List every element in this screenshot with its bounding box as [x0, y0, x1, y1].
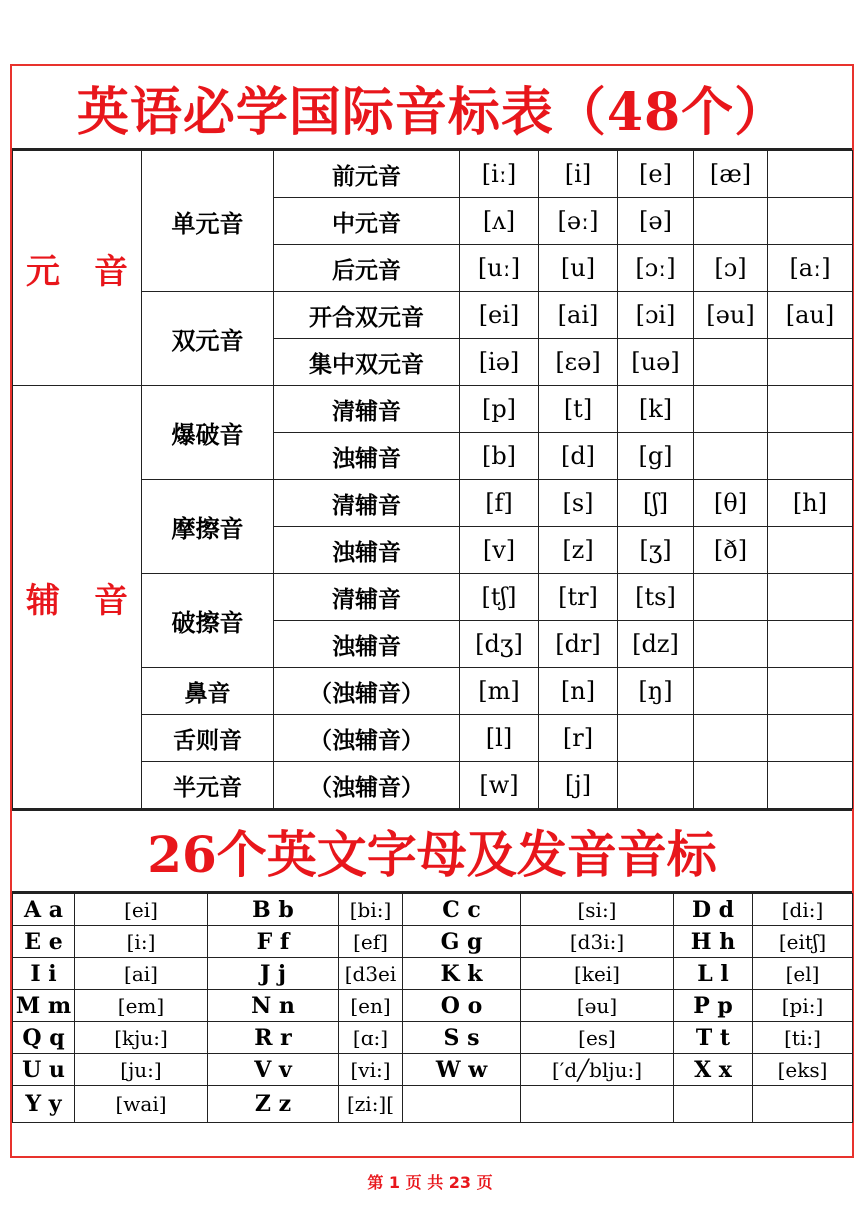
- alphabet-pronunciation: [eks]: [753, 1054, 853, 1086]
- phonetic-symbol: [v]: [460, 527, 539, 574]
- phonetic-symbol: [694, 198, 768, 245]
- phonetic-symbol: [s]: [539, 480, 618, 527]
- vowels-category-label: 元 音: [13, 151, 142, 386]
- alphabet-pronunciation: [si:]: [521, 894, 674, 926]
- consonants-category-label: 辅 音: [13, 386, 142, 809]
- phonetic-symbol: [ɛə]: [539, 339, 618, 386]
- alphabet-pronunciation: [vi:]: [339, 1054, 403, 1086]
- alphabet-pronunciation: [521, 1086, 674, 1123]
- alphabet-letter: S s: [403, 1022, 521, 1054]
- phonetic-symbol: [768, 574, 853, 621]
- row-label: 后元音: [274, 245, 460, 292]
- phonetic-symbol: [d]: [539, 433, 618, 480]
- alphabet-letter: P p: [674, 990, 753, 1022]
- phonetic-symbol: [768, 339, 853, 386]
- alphabet-letter: E e: [13, 926, 75, 958]
- alphabet-pronunciation: [kju:]: [75, 1022, 208, 1054]
- alphabet-pronunciation: [′d╱blju:]: [521, 1054, 674, 1086]
- nasals-label: 鼻音: [142, 668, 274, 715]
- alphabet-pronunciation: [ef]: [339, 926, 403, 958]
- alphabet-letter: J j: [208, 958, 339, 990]
- phonetic-symbol: [æ]: [694, 151, 768, 198]
- phonetic-symbol: [768, 762, 853, 809]
- phonetic-symbol: [i]: [539, 151, 618, 198]
- phonetic-symbol: [u]: [539, 245, 618, 292]
- phonetic-symbol: [768, 527, 853, 574]
- table-row: [13, 926, 853, 958]
- alphabet-letter: [403, 1086, 521, 1123]
- phonetic-symbol: [ɔi]: [618, 292, 694, 339]
- phonetic-symbol: [dz]: [618, 621, 694, 668]
- alphabet-section-title: 26个英文字母及发音音标: [12, 809, 852, 893]
- phonetic-symbol: [tr]: [539, 574, 618, 621]
- phonetic-chart-sheet: [10, 64, 854, 1158]
- alphabet-pronunciation: [ɑ:]: [339, 1022, 403, 1054]
- alphabet-letter: N n: [208, 990, 339, 1022]
- phonetic-symbol: [768, 715, 853, 762]
- row-label: 中元音: [274, 198, 460, 245]
- alphabet-pronunciation: [es]: [521, 1022, 674, 1054]
- phonetic-symbol: [w]: [460, 762, 539, 809]
- phonetic-symbol: [tʃ]: [460, 574, 539, 621]
- table-row: [13, 151, 853, 198]
- phonetic-symbol: [dʒ]: [460, 621, 539, 668]
- phonetic-symbol: [iə]: [460, 339, 539, 386]
- phonetic-symbol: [t]: [539, 386, 618, 433]
- phonetic-symbol: [j]: [539, 762, 618, 809]
- table-row: [13, 958, 853, 990]
- phonetic-symbol: [uː]: [460, 245, 539, 292]
- phonetic-symbol: [iː]: [460, 151, 539, 198]
- alphabet-letter: W w: [403, 1054, 521, 1086]
- alphabet-letter: F f: [208, 926, 339, 958]
- alphabet-pronunciation: [ju:]: [75, 1054, 208, 1086]
- phonetic-symbol: [618, 762, 694, 809]
- phonetic-symbol: [θ]: [694, 480, 768, 527]
- row-label: （浊辅音）: [274, 762, 460, 809]
- table-row: [13, 990, 853, 1022]
- phonetic-symbol: [dr]: [539, 621, 618, 668]
- row-label: 浊辅音: [274, 433, 460, 480]
- phonetic-symbol: [694, 715, 768, 762]
- phonetic-symbol: [694, 668, 768, 715]
- row-label: 浊辅音: [274, 621, 460, 668]
- phonetic-symbol: [ɔː]: [618, 245, 694, 292]
- phonetic-symbol: [768, 198, 853, 245]
- alphabet-pronunciation: [zi:][: [339, 1086, 403, 1123]
- phonetic-symbol: [694, 433, 768, 480]
- page-title: 英语必学国际音标表（48个）: [12, 66, 852, 150]
- phonetic-symbol: [ai]: [539, 292, 618, 339]
- alphabet-pronunciation: [pi:]: [753, 990, 853, 1022]
- alphabet-letter: Z z: [208, 1086, 339, 1123]
- phonetic-symbol: [618, 715, 694, 762]
- alphabet-pronunciation: [d3i:]: [521, 926, 674, 958]
- alphabet-letter: B b: [208, 894, 339, 926]
- phonetic-symbol: [694, 339, 768, 386]
- phonetic-symbol: [əu]: [694, 292, 768, 339]
- phonetic-symbol: [ð]: [694, 527, 768, 574]
- alphabet-table: [12, 893, 853, 1123]
- alphabet-letter: R r: [208, 1022, 339, 1054]
- phonetic-symbol: [n]: [539, 668, 618, 715]
- phonetic-symbol: [l]: [460, 715, 539, 762]
- row-label: （浊辅音）: [274, 668, 460, 715]
- alphabet-pronunciation: [el]: [753, 958, 853, 990]
- phonetic-symbol: [ʃ]: [618, 480, 694, 527]
- phonetic-symbol: [m]: [460, 668, 539, 715]
- alphabet-letter: C c: [403, 894, 521, 926]
- table-row: [13, 386, 853, 433]
- phonetic-symbol: [768, 386, 853, 433]
- phonetic-symbol: [694, 574, 768, 621]
- alphabet-letter: G g: [403, 926, 521, 958]
- phonetic-symbol: [768, 668, 853, 715]
- phonetic-symbol: [ʌ]: [460, 198, 539, 245]
- alphabet-letter: L l: [674, 958, 753, 990]
- phonetic-symbol: [p]: [460, 386, 539, 433]
- phonetic-symbol: [h]: [768, 480, 853, 527]
- alphabet-pronunciation: [di:]: [753, 894, 853, 926]
- monophthongs-label: 单元音: [142, 151, 274, 292]
- semivowels-label: 半元音: [142, 762, 274, 809]
- phonetic-symbol: [ŋ]: [618, 668, 694, 715]
- phonetic-symbol: [aː]: [768, 245, 853, 292]
- alphabet-pronunciation: [wai]: [75, 1086, 208, 1123]
- alphabet-letter: I i: [13, 958, 75, 990]
- phonetic-symbol: [f]: [460, 480, 539, 527]
- phonetic-symbol: [g]: [618, 433, 694, 480]
- table-row: [13, 1086, 853, 1123]
- alphabet-pronunciation: [bi:]: [339, 894, 403, 926]
- phonetic-symbol: [694, 386, 768, 433]
- fricatives-label: 摩擦音: [142, 480, 274, 574]
- alphabet-letter: T t: [674, 1022, 753, 1054]
- alphabet-pronunciation: [em]: [75, 990, 208, 1022]
- alphabet-pronunciation: [ti:]: [753, 1022, 853, 1054]
- row-label: 集中双元音: [274, 339, 460, 386]
- table-row: [13, 1054, 853, 1086]
- phonetic-symbol: [ʒ]: [618, 527, 694, 574]
- phonetic-symbol: [e]: [618, 151, 694, 198]
- row-label: 前元音: [274, 151, 460, 198]
- alphabet-pronunciation: [ei]: [75, 894, 208, 926]
- alphabet-letter: [674, 1086, 753, 1123]
- row-label: 浊辅音: [274, 527, 460, 574]
- phonetic-symbol: [ə]: [618, 198, 694, 245]
- row-label: 清辅音: [274, 386, 460, 433]
- diphthongs-label: 双元音: [142, 292, 274, 386]
- alphabet-pronunciation: [en]: [339, 990, 403, 1022]
- phonetic-symbol: [768, 151, 853, 198]
- phonetic-symbol: [ɔ]: [694, 245, 768, 292]
- phonetic-symbol: [ei]: [460, 292, 539, 339]
- alphabet-letter: V v: [208, 1054, 339, 1086]
- laterals-label: 舌则音: [142, 715, 274, 762]
- phonetic-symbol: [k]: [618, 386, 694, 433]
- row-label: （浊辅音）: [274, 715, 460, 762]
- alphabet-letter: H h: [674, 926, 753, 958]
- alphabet-pronunciation: [753, 1086, 853, 1123]
- phonetic-symbol: [əː]: [539, 198, 618, 245]
- alphabet-pronunciation: [kei]: [521, 958, 674, 990]
- row-label: 清辅音: [274, 574, 460, 621]
- phonetic-symbol: [768, 433, 853, 480]
- alphabet-letter: Y y: [13, 1086, 75, 1123]
- phonetic-symbol: [b]: [460, 433, 539, 480]
- phonetic-symbol: [694, 762, 768, 809]
- phonetic-symbol: [uə]: [618, 339, 694, 386]
- phonetic-symbol: [au]: [768, 292, 853, 339]
- row-label: 清辅音: [274, 480, 460, 527]
- table-row: [13, 894, 853, 926]
- alphabet-letter: A a: [13, 894, 75, 926]
- alphabet-letter: D d: [674, 894, 753, 926]
- phonetic-symbol: [r]: [539, 715, 618, 762]
- alphabet-letter: Q q: [13, 1022, 75, 1054]
- alphabet-pronunciation: [əu]: [521, 990, 674, 1022]
- phonetic-table: [12, 150, 853, 809]
- table-row: [13, 1022, 853, 1054]
- phonetic-symbol: [768, 621, 853, 668]
- alphabet-letter: O o: [403, 990, 521, 1022]
- plosives-label: 爆破音: [142, 386, 274, 480]
- phonetic-symbol: [694, 621, 768, 668]
- row-label: 开合双元音: [274, 292, 460, 339]
- alphabet-pronunciation: [ai]: [75, 958, 208, 990]
- alphabet-letter: M m: [13, 990, 75, 1022]
- page-footer: 第 1 页 共 23 页: [367, 1173, 493, 1192]
- alphabet-pronunciation: [eitʃ]: [753, 926, 853, 958]
- alphabet-letter: K k: [403, 958, 521, 990]
- alphabet-letter: X x: [674, 1054, 753, 1086]
- alphabet-pronunciation: [d3ei: [339, 958, 403, 990]
- phonetic-symbol: [ts]: [618, 574, 694, 621]
- alphabet-letter: U u: [13, 1054, 75, 1086]
- alphabet-pronunciation: [i:]: [75, 926, 208, 958]
- phonetic-symbol: [z]: [539, 527, 618, 574]
- affricates-label: 破擦音: [142, 574, 274, 668]
